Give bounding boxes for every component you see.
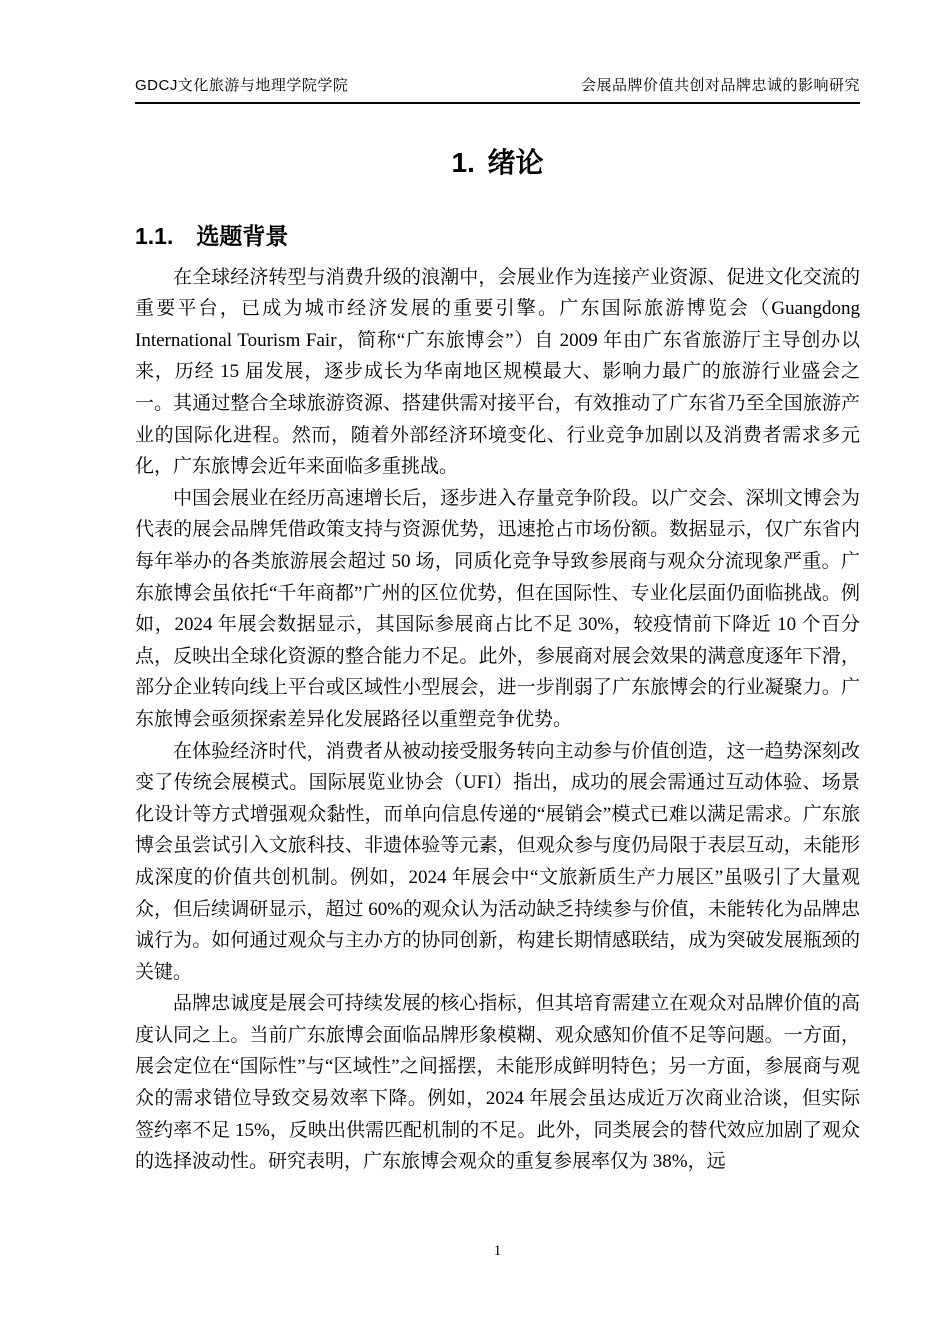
paragraph-2: 中国会展业在经历高速增长后，逐步进入存量竞争阶段。以广交会、深圳文博会为代表的展会品牌凭借政策支持与资源优势，迅速抢占市场份额。数据显示，仅广东省内每年举办的各类旅游展会超过 50 场，同质化竞争导致参展商与观众分流现象严重。广东旅博会虽依托“千年商都”广州的区位优势，但在国际性、专业化层面仍面临挑战。例如，2024 年展会数据显示，其国际参展商占比不足 30%，较疫情前下降近 10 个百分点，反映出全球化资源的整合能力不足。此外，参展商对展会效果的满意度逐年下滑，部分企业转向线上平台或区域性小型展会，进一步削弱了广东旅博会的行业凝聚力。广东旅博会亟须探索差异化发展路径以重塑竞争优势。 xyxy=(135,487,860,730)
chapter-title xyxy=(135,147,860,179)
paragraph-3: 在体验经济时代，消费者从被动接受服务转向主动参与价值创造，这一趋势深刻改变了传统会展模式。国际展览业协会（UFI）指出，成功的展会需通过互动体验、场景化设计等方式增强观众黏性，而单向信息传递的“展销会”模式已难以满足需求。广东旅博会虽尝试引入文旅科技、非遗体验等元素，但观众参与度仍局限于表层互动，未能形成深度的价值共创机制。例如，2024 年展会中“文旅新质生产力展区”虽吸引了大量观众，但后续调研显示，超过 60%的观众认为活动缺乏持续参与价值，未能转化为品牌忠诚行为。如何通过观众与主办方的协同创新，构建长期情感联结，成为突破发展瓶颈的关键。 xyxy=(135,740,860,983)
chapter-title-text: 绪论 xyxy=(487,147,544,178)
page-header xyxy=(135,74,860,104)
header-right-text: 会展品牌价值共创对品牌忠诚的影响研究 xyxy=(580,77,860,94)
body-text xyxy=(135,262,860,1178)
page-content xyxy=(135,101,860,1178)
chapter-number: 1. xyxy=(451,147,475,178)
paragraph-4: 品牌忠诚度是展会可持续发展的核心指标，但其培育需建立在观众对品牌价值的高度认同之上。当前广东旅博会面临品牌形象模糊、观众感知价值不足等问题。一方面，展会定位在“国际性”与“区域性”之间摇摆，未能形成鲜明特色；另一方面，参展商与观众的需求错位导致交易效率下降。例如，2024 年展会虽达成近万次商业洽谈，但实际签约率不足 15%，反映出供需匹配机制的不足。此外，同类展会的替代效应加剧了观众的选择波动性。研究表明，广东旅博会观众的重复参展率仅为 38%，远 xyxy=(135,993,860,1173)
section-heading-text: 选题背景 xyxy=(196,223,289,250)
section-heading xyxy=(135,223,860,249)
paragraph-1: 在全球经济转型与消费升级的浪潮中，会展业作为连接产业资源、促进文化交流的重要平台，已成为城市经济发展的重要引擎。广东国际旅游博览会（Guangdong International Tourism Fair，简称“广东旅博会”）自 2009 年由广东省旅游厅主导创办以来，历经 15 届发展，逐步成长为华南地区规模最大、影响力最广的旅游行业盛会之一。其通过整合全球旅游资源、搭建供需对接平台，有效推动了广东省乃至全国旅游产业的国际化进程。然而，随着外部经济环境变化、行业竞争加剧以及消费者需求多元化，广东旅博会近年来面临多重挑战。 xyxy=(135,266,860,478)
section-number: 1.1. xyxy=(135,223,174,250)
page-number: 1 xyxy=(493,1243,502,1259)
page-footer xyxy=(135,1243,860,1260)
header-left-text: GDCJ文化旅游与地理学院学院 xyxy=(135,77,349,94)
